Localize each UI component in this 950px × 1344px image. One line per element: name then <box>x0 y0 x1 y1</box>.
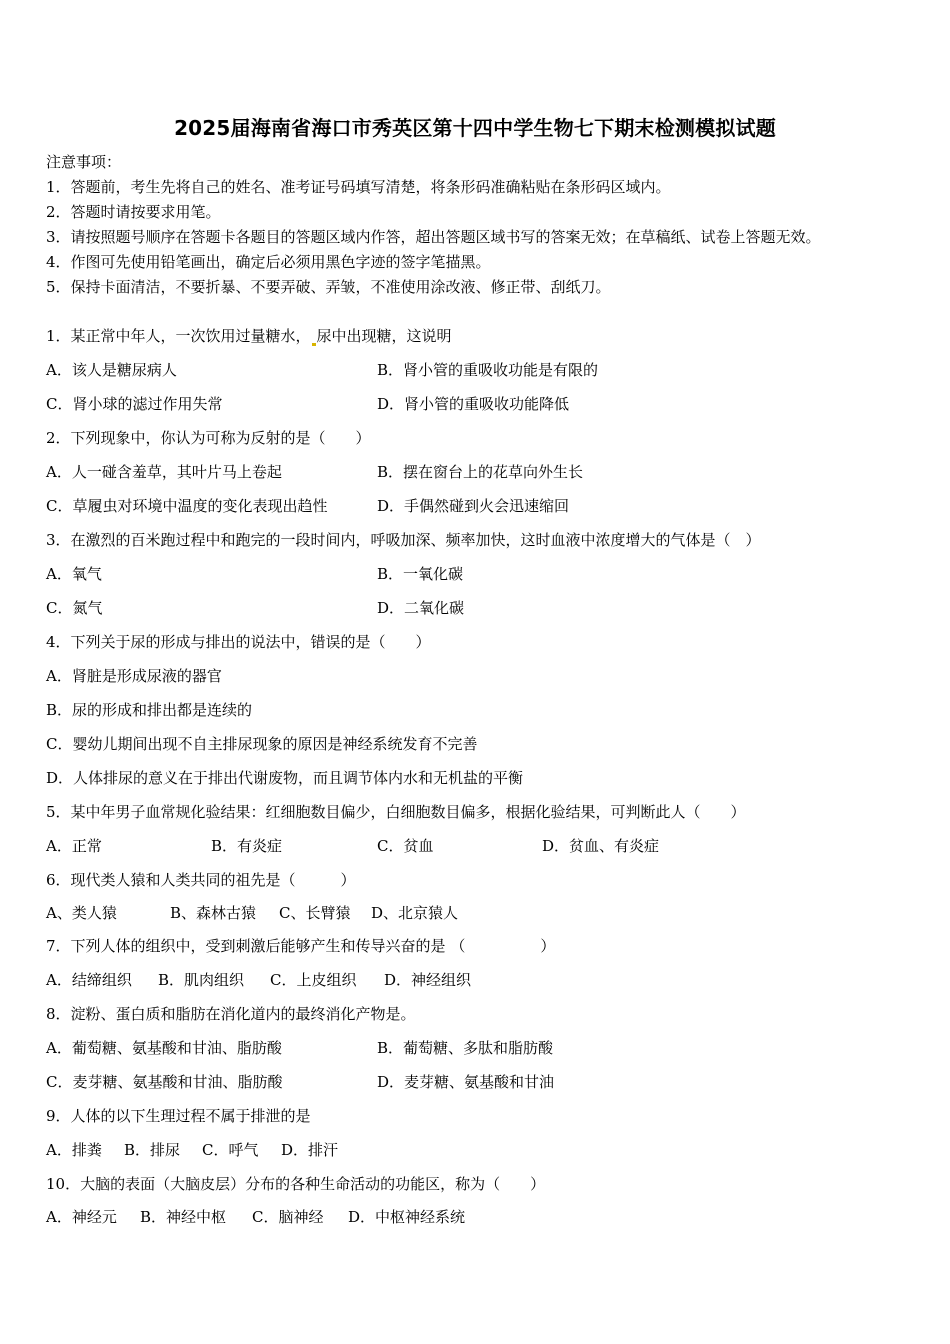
option: D．贫血、有炎症 <box>542 837 660 855</box>
question-stem: 4．下列关于尿的形成与排出的说法中，错误的是（ ） <box>46 633 431 651</box>
option: A．排粪 <box>46 1141 102 1159</box>
option: C．婴幼儿期间出现不自主排尿现象的原因是神经系统发育不完善 <box>46 735 478 753</box>
option: C．呼气 <box>202 1141 259 1159</box>
question-stem: 2．下列现象中，你认为可称为反射的是（ ） <box>46 429 371 447</box>
option: B．摆在窗台上的花草向外生长 <box>377 463 584 481</box>
question-stem-part: 尿中出现糖，这说明 <box>316 327 452 345</box>
option: D．二氧化碳 <box>377 599 465 617</box>
option: C．草履虫对环境中温度的变化表现出趋性 <box>46 497 328 515</box>
option: C．氮气 <box>46 599 103 617</box>
option: D．麦芽糖、氨基酸和甘油 <box>377 1073 555 1091</box>
option: C．上皮组织 <box>270 971 357 989</box>
option: B、森林古猿 <box>170 904 257 922</box>
option: B．葡萄糖、多肽和脂肪酸 <box>377 1039 554 1057</box>
notice-item: 1．答题前，考生先将自己的姓名、准考证号码填写清楚，将条形码准确粘贴在条形码区域内。 <box>46 178 671 196</box>
question-stem: 8．淀粉、蛋白质和脂肪在消化道内的最终消化产物是。 <box>46 1005 416 1023</box>
page-title: 2025届海南省海口市秀英区第十四中学生物七下期末检测模拟试题 <box>174 116 776 140</box>
option: A．该人是糖尿病人 <box>46 361 177 379</box>
notice-item: 4．作图可先使用铅笔画出，确定后必须用黑色字迹的签字笔描黑。 <box>46 253 491 271</box>
option: B．肌肉组织 <box>158 971 245 989</box>
option: D．人体排尿的意义在于排出代谢废物，而且调节体内水和无机盐的平衡 <box>46 769 524 787</box>
question-stem-part: 1．某正常中年人，一次饮用过量糖水， <box>46 327 311 345</box>
option: D．神经组织 <box>384 971 472 989</box>
option: B．排尿 <box>124 1141 181 1159</box>
notice-item: 5．保持卡面清洁，不要折暴、不要弄破、弄皱，不准使用涂改液、修正带、刮纸刀。 <box>46 278 611 296</box>
option: A．结缔组织 <box>46 971 132 989</box>
option: A、类人猿 <box>46 904 117 922</box>
option: A．人一碰含羞草，其叶片马上卷起 <box>46 463 282 481</box>
notice-item: 2．答题时请按要求用笔。 <box>46 203 221 221</box>
option: C、长臂猿 <box>279 904 351 922</box>
option: B．尿的形成和排出都是连续的 <box>46 701 253 719</box>
ink-mark <box>312 343 316 346</box>
option: A．正常 <box>46 837 102 855</box>
option: C．贫血 <box>377 837 434 855</box>
question-stem: 6．现代类人猿和人类共同的祖先是（ ） <box>46 871 356 889</box>
option: C．脑神经 <box>252 1208 324 1226</box>
option: D、北京猿人 <box>371 904 459 922</box>
option: C．肾小球的滤过作用失常 <box>46 395 223 413</box>
notice-item: 3．请按照题号顺序在答题卡各题目的答题区域内作答，超出答题区域书写的答案无效；在草稿纸、试卷上答题无效。 <box>46 228 821 246</box>
notice-heading: 注意事项： <box>46 153 122 171</box>
option: D．排汗 <box>281 1141 339 1159</box>
option: A．葡萄糖、氨基酸和甘油、脂肪酸 <box>46 1039 282 1057</box>
option: D．手偶然碰到火会迅速缩回 <box>377 497 570 515</box>
option: D．中枢神经系统 <box>348 1208 466 1226</box>
option: B．一氧化碳 <box>377 565 464 583</box>
option: A．氧气 <box>46 565 102 583</box>
option: A．神经元 <box>46 1208 117 1226</box>
question-stem: 10．大脑的表面（大脑皮层）分布的各种生命活动的功能区，称为（ ） <box>46 1175 546 1193</box>
option: B．神经中枢 <box>140 1208 227 1226</box>
option: A．肾脏是形成尿液的器官 <box>46 667 222 685</box>
question-stem <box>46 326 452 346</box>
option: B．肾小管的重吸收功能是有限的 <box>377 361 599 379</box>
question-stem: 3．在激烈的百米跑过程中和跑完的一段时间内，呼吸加深、频率加快，这时血液中浓度增大的气体是（ ） <box>46 531 761 549</box>
option: C．麦芽糖、氨基酸和甘油、脂肪酸 <box>46 1073 283 1091</box>
option: B．有炎症 <box>211 837 283 855</box>
option: D．肾小管的重吸收功能降低 <box>377 395 570 413</box>
question-stem: 5．某中年男子血常规化验结果：红细胞数目偏少，白细胞数目偏多，根据化验结果，可判断此人（ ） <box>46 803 746 821</box>
question-stem: 7．下列人体的组织中，受到刺激后能够产生和传导兴奋的是 （ ） <box>46 937 556 955</box>
question-stem: 9．人体的以下生理过程不属于排泄的是 <box>46 1107 311 1125</box>
